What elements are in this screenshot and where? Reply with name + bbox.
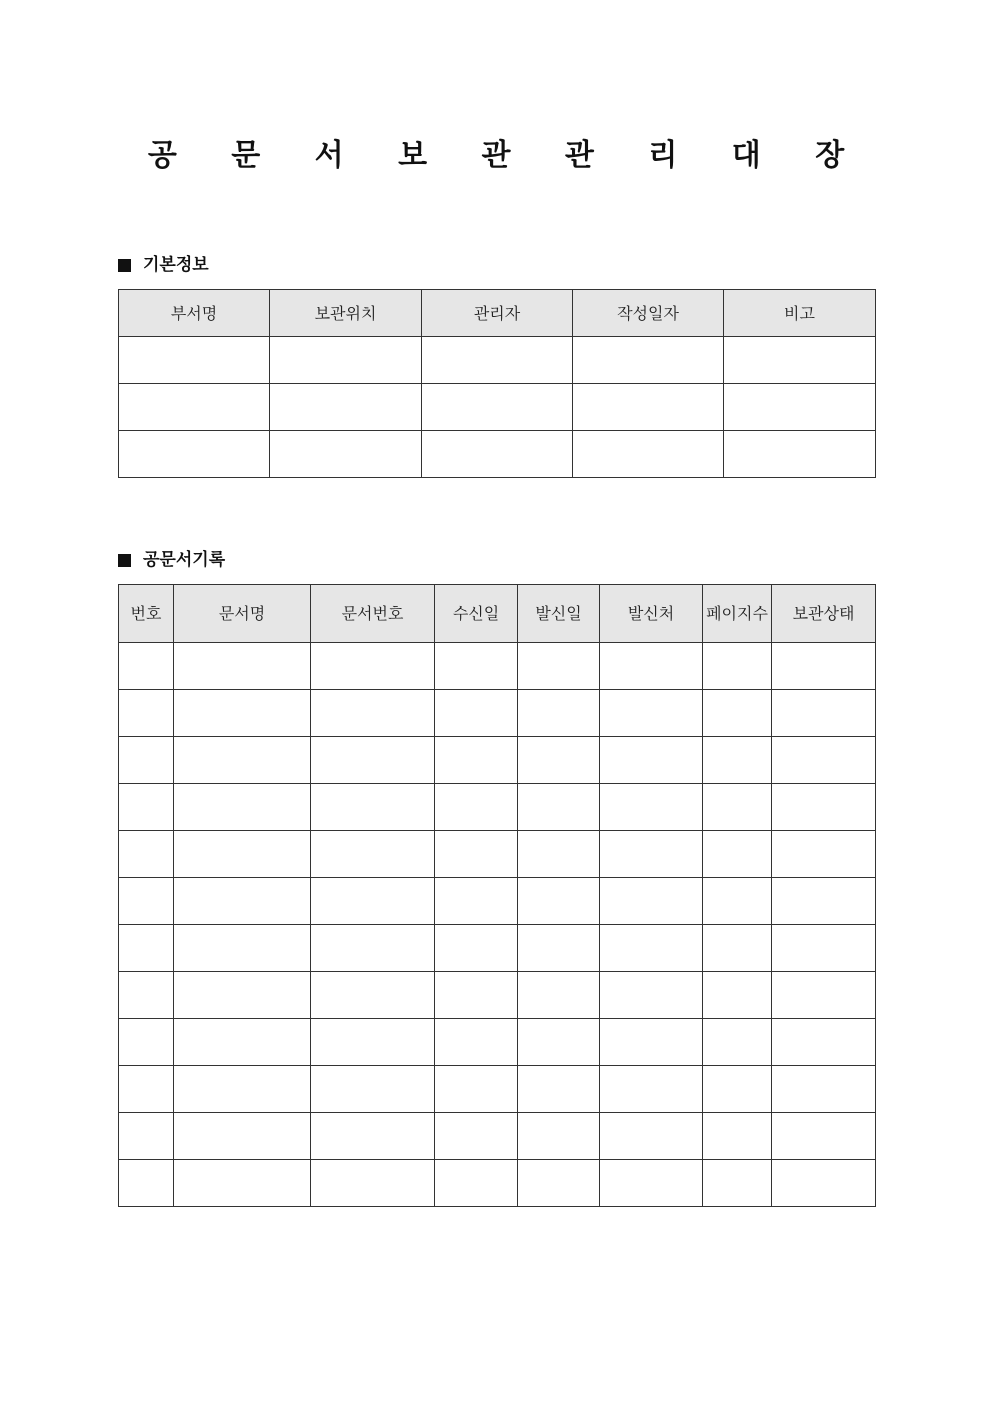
records-cell[interactable] xyxy=(600,831,703,878)
basic-info-cell[interactable] xyxy=(270,337,422,384)
basic-info-cell[interactable] xyxy=(573,384,724,431)
records-cell[interactable] xyxy=(174,1160,311,1207)
records-cell[interactable] xyxy=(435,878,518,925)
records-cell[interactable] xyxy=(772,690,876,737)
records-cell[interactable] xyxy=(703,784,772,831)
records-cell[interactable] xyxy=(772,643,876,690)
records-cell[interactable] xyxy=(311,972,435,1019)
basic-info-column-header: 보관위치 xyxy=(270,290,422,337)
records-cell[interactable] xyxy=(772,972,876,1019)
basic-info-cell[interactable] xyxy=(270,431,422,478)
records-cell[interactable] xyxy=(600,878,703,925)
records-cell[interactable] xyxy=(174,972,311,1019)
records-cell[interactable] xyxy=(311,1019,435,1066)
table-row xyxy=(119,643,876,690)
records-cell[interactable] xyxy=(703,1160,772,1207)
records-cell[interactable] xyxy=(600,643,703,690)
records-cell[interactable] xyxy=(174,831,311,878)
records-cell[interactable] xyxy=(772,784,876,831)
records-column-header: 페이지수 xyxy=(703,585,772,643)
records-cell[interactable] xyxy=(119,1066,174,1113)
records-cell[interactable] xyxy=(435,690,518,737)
basic-info-heading xyxy=(118,253,209,277)
records-cell[interactable] xyxy=(772,1066,876,1113)
basic-info-column-header: 작성일자 xyxy=(573,290,724,337)
records-cell[interactable] xyxy=(772,737,876,784)
records-cell[interactable] xyxy=(600,1113,703,1160)
basic-info-column-header: 부서명 xyxy=(119,290,270,337)
basic-info-column-header: 비고 xyxy=(724,290,876,337)
table-row xyxy=(119,784,876,831)
records-cell[interactable] xyxy=(600,737,703,784)
black-square-icon xyxy=(118,554,131,567)
table-row xyxy=(119,737,876,784)
records-cell[interactable] xyxy=(518,643,600,690)
records-column-header: 발신일 xyxy=(518,585,600,643)
records-cell[interactable] xyxy=(311,1066,435,1113)
basic-info-cell[interactable] xyxy=(270,384,422,431)
records-cell[interactable] xyxy=(518,1160,600,1207)
basic-info-cell[interactable] xyxy=(573,431,724,478)
records-cell[interactable] xyxy=(174,878,311,925)
basic-info-cell[interactable] xyxy=(119,337,270,384)
records-cell[interactable] xyxy=(174,1113,311,1160)
records-cell[interactable] xyxy=(703,737,772,784)
records-cell[interactable] xyxy=(174,925,311,972)
records-cell[interactable] xyxy=(518,690,600,737)
records-cell[interactable] xyxy=(435,1066,518,1113)
basic-info-heading-label: 기본정보 xyxy=(143,255,209,275)
records-cell[interactable] xyxy=(311,1113,435,1160)
records-cell[interactable] xyxy=(600,972,703,1019)
records-cell[interactable] xyxy=(703,972,772,1019)
records-cell[interactable] xyxy=(119,643,174,690)
records-heading xyxy=(118,548,225,572)
records-cell[interactable] xyxy=(311,1160,435,1207)
black-square-icon xyxy=(118,259,131,272)
basic-info-cell[interactable] xyxy=(724,431,876,478)
table-row xyxy=(119,690,876,737)
basic-info-column-header: 관리자 xyxy=(422,290,573,337)
records-header-row xyxy=(119,585,876,643)
basic-info-cell[interactable] xyxy=(724,337,876,384)
table-row xyxy=(119,384,876,431)
records-cell[interactable] xyxy=(311,784,435,831)
records-cell[interactable] xyxy=(174,1019,311,1066)
records-cell[interactable] xyxy=(311,878,435,925)
records-cell[interactable] xyxy=(600,1160,703,1207)
records-cell[interactable] xyxy=(311,925,435,972)
records-cell[interactable] xyxy=(119,1019,174,1066)
records-heading-label: 공문서기록 xyxy=(143,550,226,570)
records-cell[interactable] xyxy=(174,1066,311,1113)
records-cell[interactable] xyxy=(435,831,518,878)
records-cell[interactable] xyxy=(703,878,772,925)
records-cell[interactable] xyxy=(119,1160,174,1207)
records-cell[interactable] xyxy=(174,690,311,737)
records-cell[interactable] xyxy=(518,1113,600,1160)
records-column-header: 발신처 xyxy=(600,585,703,643)
records-cell[interactable] xyxy=(119,784,174,831)
records-cell[interactable] xyxy=(772,831,876,878)
records-cell[interactable] xyxy=(174,737,311,784)
records-cell[interactable] xyxy=(703,643,772,690)
basic-info-cell[interactable] xyxy=(573,337,724,384)
table-row xyxy=(119,878,876,925)
basic-info-cell[interactable] xyxy=(422,384,573,431)
basic-info-cell[interactable] xyxy=(119,384,270,431)
records-cell[interactable] xyxy=(435,972,518,1019)
records-column-header: 문서명 xyxy=(174,585,311,643)
records-cell[interactable] xyxy=(435,737,518,784)
records-cell[interactable] xyxy=(518,1019,600,1066)
records-cell[interactable] xyxy=(119,1113,174,1160)
table-row xyxy=(119,337,876,384)
records-cell[interactable] xyxy=(435,1160,518,1207)
records-cell[interactable] xyxy=(518,784,600,831)
records-cell[interactable] xyxy=(600,1019,703,1066)
table-row xyxy=(119,1019,876,1066)
records-cell[interactable] xyxy=(703,925,772,972)
records-cell[interactable] xyxy=(772,878,876,925)
records-cell[interactable] xyxy=(703,1113,772,1160)
records-cell[interactable] xyxy=(435,1019,518,1066)
records-cell[interactable] xyxy=(518,1066,600,1113)
table-row xyxy=(119,925,876,972)
records-cell[interactable] xyxy=(703,1019,772,1066)
records-column-header: 수신일 xyxy=(435,585,518,643)
records-cell[interactable] xyxy=(119,737,174,784)
records-cell[interactable] xyxy=(435,925,518,972)
records-cell[interactable] xyxy=(435,643,518,690)
records-cell[interactable] xyxy=(772,1019,876,1066)
records-cell[interactable] xyxy=(518,925,600,972)
basic-info-cell[interactable] xyxy=(724,384,876,431)
records-cell[interactable] xyxy=(600,1066,703,1113)
page-title: 공 문 서 보 관 관 리 대 장 xyxy=(147,138,867,173)
records-cell[interactable] xyxy=(311,831,435,878)
records-cell[interactable] xyxy=(119,690,174,737)
records-cell[interactable] xyxy=(435,1113,518,1160)
records-cell[interactable] xyxy=(311,737,435,784)
records-cell[interactable] xyxy=(518,972,600,1019)
records-column-header: 문서번호 xyxy=(311,585,435,643)
basic-info-cell[interactable] xyxy=(422,337,573,384)
table-row xyxy=(119,431,876,478)
records-column-header: 보관상태 xyxy=(772,585,876,643)
records-cell[interactable] xyxy=(119,831,174,878)
records-cell[interactable] xyxy=(518,831,600,878)
records-cell[interactable] xyxy=(311,643,435,690)
records-cell[interactable] xyxy=(435,784,518,831)
basic-info-cell[interactable] xyxy=(422,431,573,478)
table-row xyxy=(119,972,876,1019)
basic-info-table xyxy=(118,289,876,478)
records-cell[interactable] xyxy=(600,784,703,831)
records-cell[interactable] xyxy=(600,690,703,737)
records-column-header: 번호 xyxy=(119,585,174,643)
records-cell[interactable] xyxy=(703,1066,772,1113)
basic-info-cell[interactable] xyxy=(119,431,270,478)
table-row xyxy=(119,1066,876,1113)
records-cell[interactable] xyxy=(772,1160,876,1207)
records-cell[interactable] xyxy=(772,1113,876,1160)
records-cell[interactable] xyxy=(703,831,772,878)
records-cell[interactable] xyxy=(174,784,311,831)
records-cell[interactable] xyxy=(311,690,435,737)
table-row xyxy=(119,1160,876,1207)
records-cell[interactable] xyxy=(119,925,174,972)
records-cell[interactable] xyxy=(119,878,174,925)
records-cell[interactable] xyxy=(518,878,600,925)
records-cell[interactable] xyxy=(600,925,703,972)
records-cell[interactable] xyxy=(518,737,600,784)
table-row xyxy=(119,1113,876,1160)
records-cell[interactable] xyxy=(174,643,311,690)
records-cell[interactable] xyxy=(119,972,174,1019)
records-table xyxy=(118,584,876,1207)
basic-info-header-row xyxy=(119,290,876,337)
table-row xyxy=(119,831,876,878)
records-cell[interactable] xyxy=(703,690,772,737)
records-cell[interactable] xyxy=(772,925,876,972)
